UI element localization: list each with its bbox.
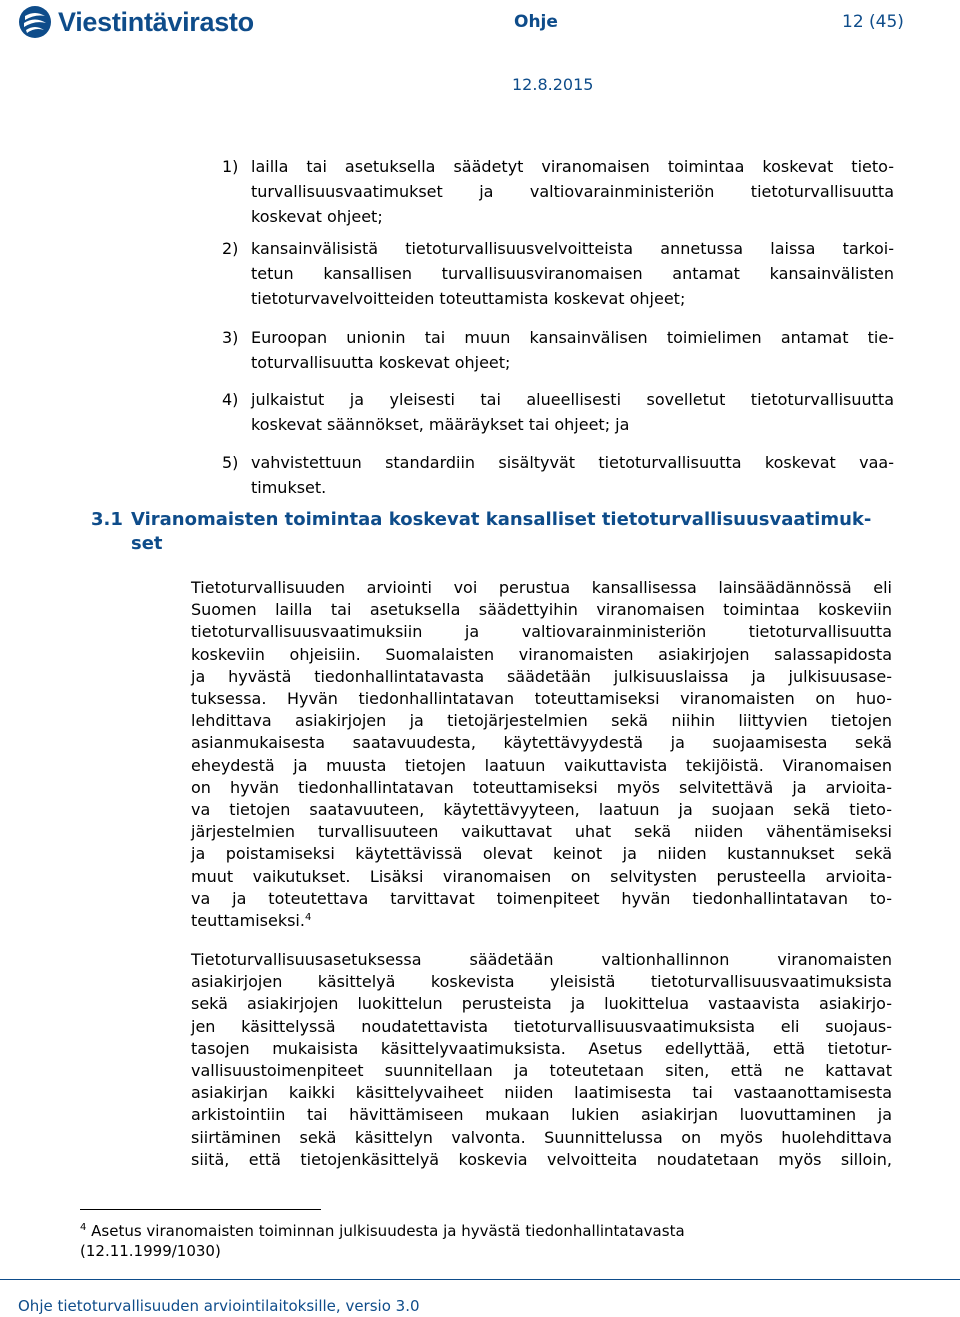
list-item-number: 2) xyxy=(222,239,239,258)
text-line: arkistointiin tai hävittämiseen mukaan lukien asiakirjan luovuttaminen ja xyxy=(191,1105,892,1125)
section-number: 3.1 xyxy=(91,509,123,530)
footnote-line xyxy=(80,1221,880,1241)
text-line: jen käsittelyssä noudatettavista tietoturvallisuusvaatimuksista eli suojaus- xyxy=(191,1016,892,1036)
text-line: on hyvän tiedonhallintatavan toteuttamiseksi myös selvitettävä ja arvioita- xyxy=(191,777,892,797)
list-item-line: kansainvälisistä tietoturvallisuusvelvoitteista annetussa laissa tarkoi- xyxy=(251,239,894,258)
text-line: va ja toteutettava tarvittavat toimenpiteet hyvän tiedonhallintatavan to- xyxy=(191,888,892,908)
footnote-text: Asetus viranomaisten toiminnan julkisuudesta ja hyvästä tiedonhallintatavasta xyxy=(91,1222,685,1240)
footnote-line: (12.11.1999/1030) xyxy=(80,1242,221,1260)
text-line: koskeviin ohjeisiin. Suomalaisten viranomaisten asiakirjojen salassapidosta xyxy=(191,644,892,664)
footnote xyxy=(80,1221,880,1261)
list-item-line: tietoturvavelvoitteiden toteuttamista koskevat ohjeet; xyxy=(251,289,686,308)
document-date: 12.8.2015 xyxy=(512,75,594,94)
footnote-reference: 4 xyxy=(304,912,312,924)
list-item-line: turvallisuusvaatimukset ja valtiovarainministeriön tietoturvallisuutta xyxy=(251,182,894,201)
list-item-number: 5) xyxy=(222,453,239,472)
logo xyxy=(18,5,288,39)
list-item xyxy=(222,450,894,500)
text-line: asianmukaisesta saatavuudesta, käytettävyydestä ja suojaamisesta sekä xyxy=(191,733,892,753)
page-number: 12 (45) xyxy=(842,12,904,32)
list-item xyxy=(222,236,894,311)
document-type: Ohje xyxy=(514,12,558,32)
text-line: tietoturvallisuusvaatimuksiin ja valtiovarainministeriön tietoturvallisuutta xyxy=(191,622,892,642)
paragraph-1 xyxy=(191,577,892,932)
text-line: siirtäminen sekä käsittelyn valvonta. Suunnittelussa on myös huolehdittava xyxy=(191,1127,892,1147)
list-item-line: koskevat ohjeet; xyxy=(251,207,383,226)
text-line: siitä, että tietojenkäsittelyä koskevia velvoitteita noudatetaan myös silloin, xyxy=(191,1149,892,1169)
text-line: asiakirjojen käsittelyä koskevista yleisistä tietoturvallisuusvaatimuksista xyxy=(191,972,892,992)
list-item-line: koskevat säännökset, määräykset tai ohjeet; ja xyxy=(251,415,630,434)
text-line: Suomen lailla tai asetuksella säädettyihin viranomaisen toimintaa koskeviin xyxy=(191,600,892,620)
footer-divider xyxy=(0,1279,960,1280)
list-item-line: tetun kansallisen turvallisuusviranomaisen antamat kansainvälisten xyxy=(251,264,894,283)
text-line-content: teuttamiseksi. xyxy=(191,911,305,931)
list-item-line: vahvistettuun standardiin sisältyvät tietoturvallisuutta koskevat vaa- xyxy=(251,453,894,472)
footer-text: Ohje tietoturvallisuuden arviointilaitoksille, versio 3.0 xyxy=(18,1297,420,1315)
list-item-line: Euroopan unionin tai muun kansainvälisen toimielimen antamat tie- xyxy=(251,328,894,347)
logo-emblem-icon xyxy=(18,5,52,39)
text-line: va tietojen saatavuuteen, käytettävyyteen, laatuun ja suojaan sekä tieto- xyxy=(191,800,892,820)
list-item-number: 3) xyxy=(222,328,239,347)
list-item-number: 4) xyxy=(222,390,239,409)
text-line: järjestelmien turvallisuuteen vaikuttavat uhat sekä niiden vähentämiseksi xyxy=(191,822,892,842)
text-line: tuksessa. Hyvän tiedonhallintatavan toteuttamiseksi viranomaisten on huo- xyxy=(191,689,892,709)
text-line: muut vaikutukset. Lisäksi viranomaisen on selvitysten perusteella arvioita- xyxy=(191,866,892,886)
logo-text: Viestintävirasto xyxy=(58,7,254,37)
text-line: Tietoturvallisuusasetuksessa säädetään valtionhallinnon viranomaisten xyxy=(191,950,892,969)
text-line xyxy=(191,910,892,932)
text-line: vallisuustoimenpiteet suunnitellaan ja toteutetaan siten, että ne kattavat xyxy=(191,1061,892,1081)
list-item xyxy=(222,154,894,229)
list-item-line: timukset. xyxy=(251,478,327,497)
list-item-line: lailla tai asetuksella säädetyt viranomaisen toimintaa koskevat tieto- xyxy=(251,157,894,176)
list-item xyxy=(222,387,894,437)
list-item-line: toturvallisuutta koskevat ohjeet; xyxy=(251,353,511,372)
text-line: Tietoturvallisuuden arviointi voi perustua kansallisessa lainsäädännössä eli xyxy=(191,578,892,597)
footnote-divider xyxy=(80,1209,321,1210)
paragraph-2 xyxy=(191,949,892,1171)
list-item-number: 1) xyxy=(222,157,239,176)
text-line: lehdittava asiakirjojen ja tietojärjestelmien sekä niihin liittyvien tietojen xyxy=(191,711,892,731)
section-title-line: set xyxy=(131,533,163,554)
text-line: asiakirjan kaikki käsittelyvaiheet niiden laatimisesta tai vastaanottamisesta xyxy=(191,1083,892,1103)
text-line: eheydestä ja muusta tietojen laatuun vaikuttavista tekijöistä. Viranomaisen xyxy=(191,755,892,775)
text-line: ja poistamiseksi käytettävissä olevat keinot ja niiden kustannukset sekä xyxy=(191,844,892,864)
text-line: ja hyvästä tiedonhallintatavasta säädetään julkisuuslaissa ja julkisuusase- xyxy=(191,666,892,686)
section-title-line: Viranomaisten toimintaa koskevat kansalliset tietoturvallisuusvaatimuk- xyxy=(131,509,872,530)
list-item-line: julkaistut ja yleisesti tai alueellisesti sovelletut tietoturvallisuutta xyxy=(251,390,894,409)
footnote-number: 4 xyxy=(80,1222,87,1233)
text-line: tasojen mukaisista käsittelyvaatimuksista. Asetus edellyttää, että tietotur- xyxy=(191,1038,892,1058)
list-item xyxy=(222,325,894,375)
text-line: sekä asiakirjojen luokittelun perusteista ja luokittelua vastaavista asiakirjo- xyxy=(191,994,892,1014)
section-heading xyxy=(91,508,891,556)
